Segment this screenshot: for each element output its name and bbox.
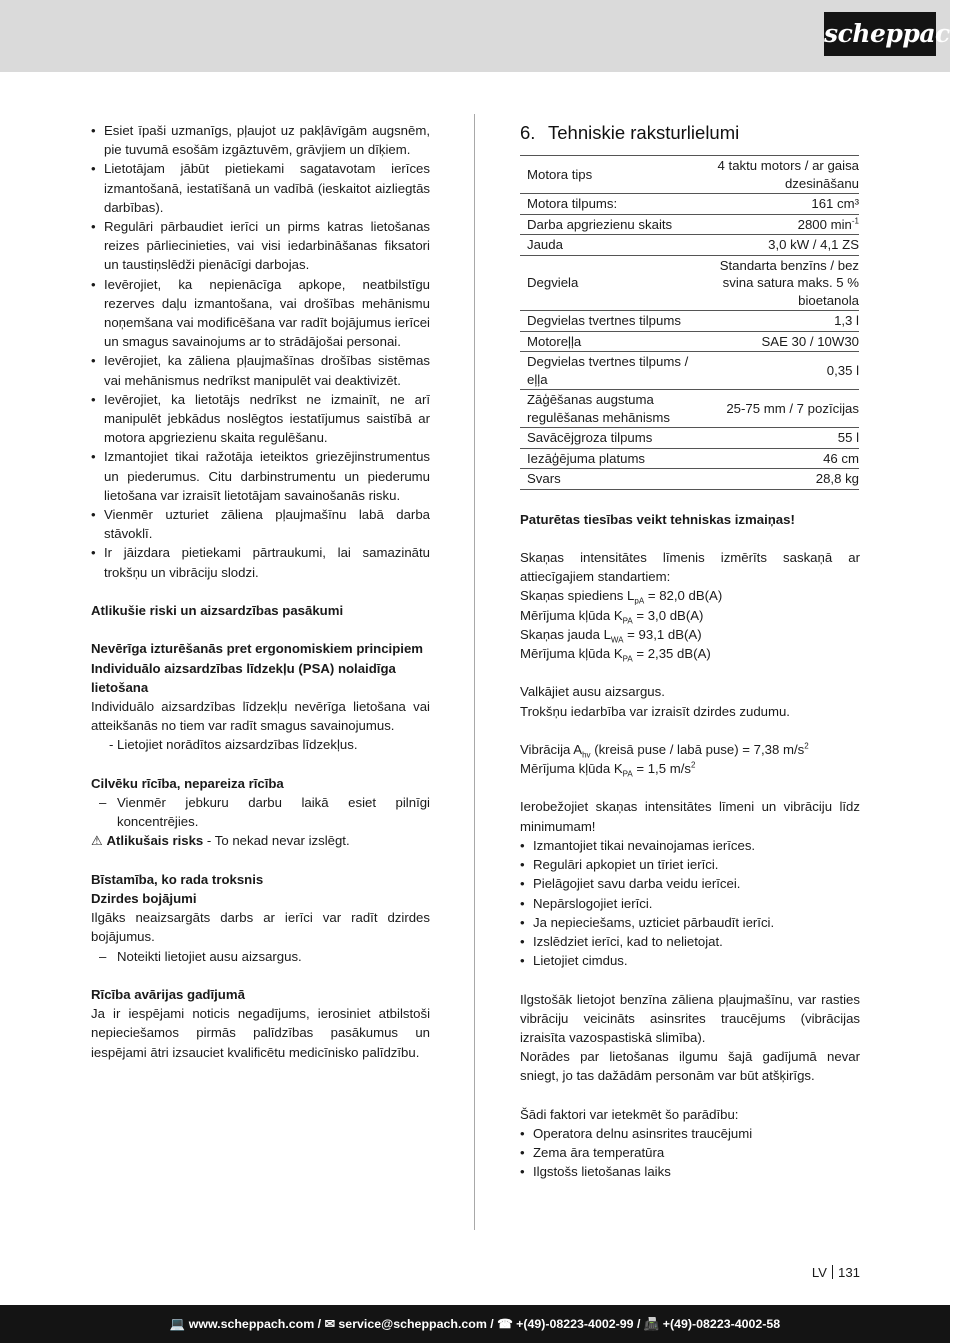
long-use-text: Ilgstošāk lietojot benzīna zāliena pļaujmašīnu, var rasties vibrāciju veicināts asinsrites traucējums (vibrācijas izraisīta vazospastiskā slimība).	[520, 991, 860, 1045]
ergonomic-heading: Nevērīga izturēšanās pret ergonomiskiem principiem	[91, 641, 423, 657]
list-item: • Izslēdziet ierīci, kad to nelietojat.	[520, 932, 860, 951]
table-row	[520, 255, 859, 311]
left-column	[91, 121, 430, 1062]
spec-value: 0,35 l	[702, 352, 859, 390]
residual-heading: Atlikušie riski un aizsardzības pasākumi	[91, 603, 344, 619]
spec-value: 1,3 l	[702, 311, 859, 332]
emergency-text: Ja ir iespējami noticis negadījums, ierosiniet atbilstoši nepieciešamos pirmās palīdzības pasākumus un iespējami ātri izsauciet kvalificētu medicīnisko palīdzību.	[91, 1006, 430, 1060]
noise-measurements	[520, 586, 860, 663]
mail-icon: ✉	[324, 1317, 335, 1331]
psa-dash: - Lietojiet norādītos aizsardzības līdzekļus.	[109, 737, 358, 753]
long-use-text-2: Norādes par lietošanas ilgumu šajā gadījumā nevar sniegt, jo tas dažādām personām var būt atšķirīgs.	[520, 1049, 860, 1084]
spec-table	[520, 155, 859, 490]
spec-label: Degvielas tvertnes tilpums / eļļa	[520, 352, 702, 390]
hearing-heading: Dzirdes bojājumi	[91, 891, 197, 907]
measurement-line: Mērījuma kļūda $K_{PA} = 2,35$ dB(A)	[520, 645, 711, 664]
section-title: 6. Tehniskie raksturlielumi	[520, 122, 740, 143]
list-item: • Nepārslogojiet ierīci.	[520, 894, 860, 913]
noise-intro: Skaņas intensitātes līmenis izmērīts saskaņā ar attiecīgajiem standartiem:	[520, 549, 860, 585]
list-item: • Lietotājam jābūt pietiekami sagatavotam ierīces izmantošanā, iestatīšanā un vadībā (ieskaitot aizliegtās darbības).	[91, 159, 430, 217]
list-item: • Regulāri apkopiet un tīriet ierīci.	[520, 855, 860, 874]
spec-value: 4 taktu motors / ar gaisa dzesināšanu	[702, 156, 859, 194]
list-item: • Izmantojiet tikai ražotāja ieteiktos griezējinstrumentus un piederumus. Citu darbinstrumentu un piederumu lietošana var izraisīt lietotājam savainošanās risku.	[91, 447, 430, 505]
behavior-heading: Cilvēku rīcība, nepareiza rīcība	[91, 775, 284, 791]
spec-value: Standarta benzīns / bez svina satura maks. 5 % bioetanola	[702, 255, 859, 311]
table-row	[520, 448, 859, 469]
spec-value: 25-75 mm / 7 pozīcijas	[702, 390, 859, 428]
list-item: • Ievērojiet, ka nepienācīga apkope, neatbilstīgu rezerves daļu izmantošana, vai drošības mehānismu noņemšana vai modificēšana var radīt bojājumus ierīcei un smagus savainojums ar to strādājošai personai.	[91, 275, 430, 352]
ear-protection: Valkājiet ausu aizsargus.	[520, 684, 665, 700]
spec-value: 3,0 kW / 4,1 ZS	[702, 235, 859, 256]
list-item: • Ilgstošs lietošanas laiks	[520, 1162, 860, 1181]
limit-bullet-list	[520, 836, 860, 970]
table-row	[520, 390, 859, 428]
fax-number: +(49)-08223-4002-58	[662, 1317, 781, 1331]
psa-heading: Individuālo aizsardzības līdzekļu (PSA) nolaidīga lietošana	[91, 660, 396, 695]
spec-label: Motora tilpums:	[520, 194, 702, 215]
page-header	[0, 0, 967, 72]
computer-icon: 💻	[169, 1317, 186, 1331]
psa-text: Individuālo aizsardzības līdzekļu nevērīga lietošana vai atteikšanās no tiem var radīt smagus savainojumus.	[91, 699, 430, 734]
spec-value: 46 cm	[702, 448, 859, 469]
list-item: • Regulāri pārbaudiet ierīci un pirms katras lietošanas reizes pārliecinieties, vai visi iedarbināšanas fiksatori un taustiņslēdži pienācīgi darbojas.	[91, 217, 430, 275]
ear-warning: Trokšņu iedarbība var izraisīt dzirdes zudumu.	[520, 703, 790, 719]
brand-logo: scheppach	[824, 12, 936, 56]
factor-bullet-list	[520, 1124, 860, 1182]
list-item: • Izmantojiet tikai nevainojamas ierīces.	[520, 836, 860, 855]
table-row	[520, 214, 859, 235]
spec-value: 2800 $\min^{-1}$	[702, 214, 859, 235]
list-item: • Ievērojiet, ka lietotājs nedrīkst ne izmainīt, ne arī manipulēt jebkādus noslēgtos iestatījumus saistībā ar motora apgriezienu skaita regulēšanu.	[91, 390, 430, 448]
list-item: • Ievērojiet, ka zāliena pļaujmašīnas drošības sistēmas vai mehānismus nedrīkst manipulēt vai deaktivizēt.	[91, 351, 430, 389]
dash-mark: –	[99, 948, 107, 964]
website-link[interactable]: www.scheppach.com	[188, 1317, 315, 1331]
list-item: • Vienmēr uzturiet zāliena pļaujmašīnu labā darba stāvoklī.	[91, 505, 430, 543]
table-row	[520, 352, 859, 390]
dash-mark: –	[99, 795, 107, 811]
table-row	[520, 311, 859, 332]
spec-label: Motora tips	[520, 156, 702, 194]
spec-label: Iezāģējuma platums	[520, 448, 702, 469]
table-row	[520, 428, 859, 449]
measurement-line: Skaņas spiediens $L_{pA} = 82,0$ dB(A)	[520, 588, 723, 606]
spec-label: Degviela	[520, 255, 702, 311]
spec-value: SAE 30 / 10W30	[702, 331, 859, 352]
hearing-dash: – Noteikti lietojiet ausu aizsargus.	[91, 947, 430, 966]
spec-value: 28,8 kg	[702, 469, 859, 490]
hearing-text: Ilgāks neaizsargāts darbs ar ierīci var radīt dzirdes bojājumus.	[91, 910, 430, 945]
spec-label: Zāģēšanas augstuma regulēšanas mehānisms	[520, 390, 702, 428]
spec-value: 161 cm³	[702, 194, 859, 215]
page-number: LV 131	[811, 1265, 860, 1280]
limit-intro: Ierobežojiet skaņas intensitātes līmeni un vibrāciju līdz minimumam!	[520, 799, 860, 834]
vibration-error-line: Mērījuma kļūda $K_{PA} = 1,5$ $m/s^2$	[520, 760, 696, 779]
fax-icon: 📠	[643, 1317, 660, 1331]
phone-icon: ☎	[497, 1317, 513, 1331]
vibration-line: Vibrācija $A_{hv}$ (kreisā puse / labā puse) = 7,38 $m/s^2$	[520, 741, 809, 760]
safety-bullet-list	[91, 121, 430, 582]
spec-label: Jauda	[520, 235, 702, 256]
list-item: • Pielāgojiet savu darba veidu ierīcei.	[520, 874, 860, 893]
measurement-line: Mērījuma kļūda $K_{PA} = 3,0$ dB(A)	[520, 607, 704, 626]
column-divider	[474, 114, 475, 1230]
spec-label: Svars	[520, 469, 702, 490]
phone-number: +(49)-08223-4002-99	[516, 1317, 634, 1331]
table-row	[520, 235, 859, 256]
factors-intro: Šādi faktori var ietekmēt šo parādību:	[520, 1106, 739, 1122]
spec-label: Darba apgriezienu skaits	[520, 214, 702, 235]
reserved-notice: Paturētas tiesības veikt tehniskas izmaiņas!	[520, 511, 795, 527]
list-item: • Zema āra temperatūra	[520, 1143, 860, 1162]
emergency-heading: Rīcība avārijas gadījumā	[91, 987, 245, 1003]
table-row	[520, 156, 859, 194]
list-item: • Lietojiet cimdus.	[520, 951, 860, 970]
behavior-dash: – Vienmēr jebkuru darbu laikā esiet pilnīgi koncentrējies.	[99, 795, 430, 830]
residual-risk-line: ⚠ Atlikušais risks - To nekad nevar izslēgt.	[91, 833, 350, 849]
page-footer: 💻 www.scheppach.com / ✉ service@scheppach.com / ☎ +(49)-08223-4002-99 / 📠 +(49)-08223-4002-58	[0, 1305, 950, 1343]
noise-heading: Bīstamība, ko rada troksnis	[91, 871, 264, 887]
table-row	[520, 194, 859, 215]
list-item: • Ir jāizdara pietiekami pārtraukumi, lai samazinātu trokšņu un vibrāciju slodzi.	[91, 543, 430, 581]
warning-triangle-icon: ⚠	[91, 833, 103, 849]
spec-label: Degvielas tvertnes tilpums	[520, 311, 702, 332]
table-row	[520, 331, 859, 352]
measurement-line: Skaņas jauda $L_{WA} = 93,1$ dB(A)	[520, 626, 702, 645]
email-link[interactable]: service@scheppach.com	[338, 1317, 487, 1331]
list-item: • Esiet īpaši uzmanīgs, pļaujot uz pakļāvīgām augsnēm, pie tuvumā esošām izgāztuvēm, grāvjiem un dīķiem.	[91, 121, 430, 159]
spec-value: 55 l	[702, 428, 859, 449]
list-item: • Operatora delnu asinsrites traucējumi	[520, 1124, 860, 1143]
list-item: • Ja nepieciešams, uzticiet pārbaudīt ierīci.	[520, 913, 860, 932]
table-row	[520, 469, 859, 490]
spec-label: Motoreļļa	[520, 331, 702, 352]
right-column	[520, 121, 860, 1182]
spec-label: Savācējgroza tilpums	[520, 428, 702, 449]
